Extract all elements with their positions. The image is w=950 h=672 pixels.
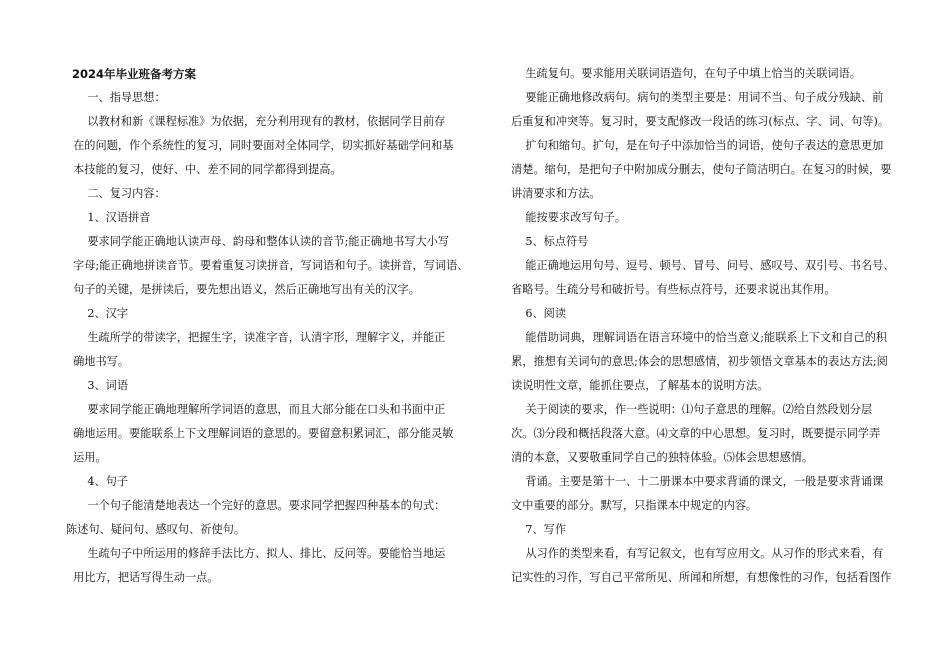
text-line: 后重复和冲突等。复习时，要支配修改一段话的练习(标点、字、词、句等)。 [504,115,890,128]
text-line: 文中重要的部分。默写，只指课本中规定的内容。 [504,499,758,512]
text-line: 6、阅读 [504,307,567,320]
right-column [504,62,895,590]
text-line: 读说明性文章，能抓住要点，了解基本的说明方法。 [504,379,769,392]
text-line: 生疏复句。要求能用关联词语造句，在句子中填上恰当的关联词语。 [504,67,861,80]
text-line: 运用。 [66,451,107,464]
text-line: 4、句子 [66,475,129,488]
text-line: 背诵。主要是第十一、十二册课本中要求背诵的课文，一般是要求背诵课 [504,475,884,488]
text-line: 清的本意，又要敬重同学自己的独特体验。⑸体会思想感情。 [504,451,814,464]
text-line: 陈述句、疑问句、感叹句、祈使句。 [66,523,246,536]
text-line: 清楚。缩句，是把句子中附加成分删去，使句子简洁明白。在复习的时候，要 [504,163,892,176]
text-line: 累，推想有关词句的意思;体会的思想感情，初步领悟文章基本的表达方法;阅 [504,355,888,368]
text-line: 要求同学能正确地认读声母、韵母和整体认读的音节;能正确地书写大小写 [66,235,450,248]
text-line: 能按要求改写句子。 [504,211,627,224]
right-text-block [504,62,895,590]
text-line: 3、词语 [66,379,129,392]
text-line: 在的问题，作个系统性的复习，同时要面对全体同学，切实抓好基础学问和基 [66,139,454,152]
text-line: 本技能的复习，使好、中、差不同的同学都得到提高。 [66,163,342,176]
text-line: 扩句和缩句。扩句，是在句子中添加恰当的词语，使句子表达的意思更加 [504,139,884,152]
text-line: 关于阅读的要求，作一些说明：⑴句子意思的理解。⑵给自然段划分层 [504,403,873,416]
text-line: 二、复习内容： [66,187,166,200]
text-line: 生疏所学的带读字，把握生字，读准字音，认清字形，理解字义，并能正 [66,331,446,344]
text-line: 讲清要求和方法。 [504,187,601,200]
text-line: 1、汉语拼音 [66,211,151,224]
text-line: 能正确地运用句号、逗号、顿号、冒号、问号、感叹号、双引号、书名号、 [504,259,895,272]
text-line: 2、汉字 [66,307,129,320]
text-line: 以教材和新《课程标准》为依据，充分利用现有的教材，依据同学目前存 [66,115,446,128]
text-line: 确地书写。 [66,355,130,368]
text-line: 省略号。生疏分号和破折号。有些标点符号，还要求说出其作用。 [504,283,836,296]
text-line: 生疏句子中所运用的修辞手法比方、拟人、排比、反问等。要能恰当地运 [66,547,446,560]
text-line: 句子的关键，是拼读后，要先想出语义，然后正确地写出有关的汉字。 [66,283,420,296]
text-line: 一、指导思想： [66,91,166,104]
left-text-block [66,86,469,590]
text-line: 记实性的习作，写自己平常所见、所闻和所想，有想像性的习作，包括看图作 [504,571,892,584]
text-line: 一个句子能清楚地表达一个完好的意思。要求同学把握四种基本的句式： [66,499,446,512]
document-title: 2024年毕业班备考方案 [72,67,197,81]
text-line: 字母;能正确地拼读音节。要着重复习读拼音，写词语和句子。读拼音，写词语、 [66,259,469,272]
text-line: 次。⑶分段和概括段落大意。⑷文章的中心思想。复习时，既要提示同学弄 [504,427,881,440]
text-line: 从习作的类型来看，有写记叙文，也有写应用文。从习作的形式来看，有 [504,547,884,560]
text-line: 要能正确地修改病句。病句的类型主要是：用词不当、句子成分残缺、前 [504,91,884,104]
text-line: 用比方，把话写得生动一点。 [66,571,219,584]
left-column [66,62,469,590]
text-line: 能借助词典，理解词语在语言环境中的恰当意义;能联系上下文和自己的积 [504,331,888,344]
text-line: 5、标点符号 [504,235,589,248]
text-line: 7、写作 [504,523,567,536]
text-line: 要求同学能正确地理解所学词语的意思，而且大部分能在口头和书面中正 [66,403,446,416]
text-line: 确地运用。要能联系上下文理解词语的意思的。要留意积累词汇，部分能灵敏 [66,427,454,440]
